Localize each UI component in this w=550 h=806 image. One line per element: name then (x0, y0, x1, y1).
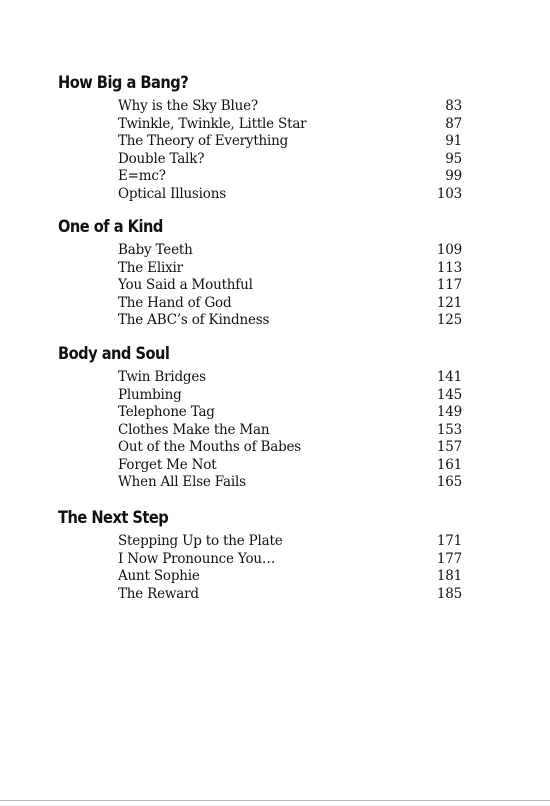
toc-entry (58, 551, 468, 569)
entry-title: Forget Me Not (118, 456, 217, 473)
entry-title: I Now Pronounce You… (118, 550, 276, 567)
entry-page-number: 103 (436, 185, 462, 202)
entry-page-number: 141 (436, 369, 462, 385)
entry-page-number: 149 (436, 404, 462, 420)
toc-entry (58, 242, 468, 260)
section-heading: One of a Kind (58, 217, 163, 237)
entry-title: You Said a Mouthful (118, 277, 253, 293)
toc-section (58, 216, 468, 330)
toc-section (58, 507, 468, 603)
entry-page-number: 117 (436, 277, 462, 293)
entry-page-number: 91 (445, 133, 462, 149)
entry-page-number: 87 (445, 115, 462, 132)
entry-page-number: 171 (436, 533, 462, 549)
entry-page-number: 157 (436, 439, 462, 455)
toc-entry (58, 151, 468, 169)
entry-page-number: 145 (436, 386, 462, 403)
entry-title: The Hand of God (118, 294, 232, 311)
entry-title: The ABC’s of Kindness (118, 312, 270, 328)
entry-title: Telephone Tag (118, 404, 215, 420)
entry-title: Aunt Sophie (118, 568, 200, 584)
toc-entry (58, 260, 468, 278)
toc-entry (58, 312, 468, 330)
entry-page-number: 99 (445, 168, 462, 184)
toc-section (58, 72, 468, 203)
entry-page-number: 181 (436, 568, 462, 584)
toc-entry (58, 439, 468, 457)
entry-title: The Elixir (118, 259, 183, 276)
toc-entry (58, 422, 468, 440)
toc-entry (58, 168, 468, 186)
entry-title: Clothes Make the Man (118, 421, 270, 438)
toc-entry (58, 404, 468, 422)
entry-title: Twin Bridges (118, 369, 206, 385)
entry-title: E=mc? (118, 168, 166, 184)
entry-page-number: 125 (436, 312, 462, 328)
entry-page-number: 185 (436, 585, 462, 602)
entry-page-number: 95 (445, 150, 462, 167)
toc-entry (58, 474, 468, 492)
entry-page-number: 161 (436, 456, 462, 473)
toc-entry (58, 186, 468, 204)
entry-page-number: 177 (436, 550, 462, 567)
entry-title: Double Talk? (118, 150, 205, 167)
toc-entry (58, 533, 468, 551)
entry-title: Baby Teeth (118, 242, 193, 258)
section-heading: How Big a Bang? (58, 73, 189, 93)
section-heading: The Next Step (58, 508, 169, 528)
entry-page-number: 153 (436, 421, 462, 438)
toc-entry (58, 586, 468, 604)
toc-entry (58, 98, 468, 116)
toc-entry (58, 369, 468, 387)
entry-title: The Theory of Everything (118, 133, 289, 149)
entry-title: Twinkle, Twinkle, Little Star (118, 115, 307, 132)
entry-title: Out of the Mouths of Babes (118, 439, 302, 455)
entry-page-number: 165 (436, 474, 462, 490)
entry-page-number: 113 (436, 259, 462, 276)
entry-page-number: 83 (445, 98, 462, 114)
entry-title: Optical Illusions (118, 185, 226, 202)
toc-entry (58, 133, 468, 151)
toc-section (58, 343, 468, 492)
toc-entry (58, 116, 468, 134)
entry-title: Stepping Up to the Plate (118, 533, 283, 549)
section-heading: Body and Soul (58, 344, 170, 364)
entry-title: The Reward (118, 585, 199, 602)
entry-title: Why is the Sky Blue? (118, 98, 258, 114)
toc-entry (58, 568, 468, 586)
entry-title: Plumbing (118, 386, 182, 403)
toc-entry (58, 277, 468, 295)
entry-page-number: 121 (436, 294, 462, 311)
toc-entry (58, 457, 468, 475)
entry-title: When All Else Fails (118, 474, 246, 490)
entry-page-number: 109 (436, 242, 462, 258)
toc-entry (58, 295, 468, 313)
toc-entry (58, 387, 468, 405)
page-bottom-edge (0, 800, 550, 801)
